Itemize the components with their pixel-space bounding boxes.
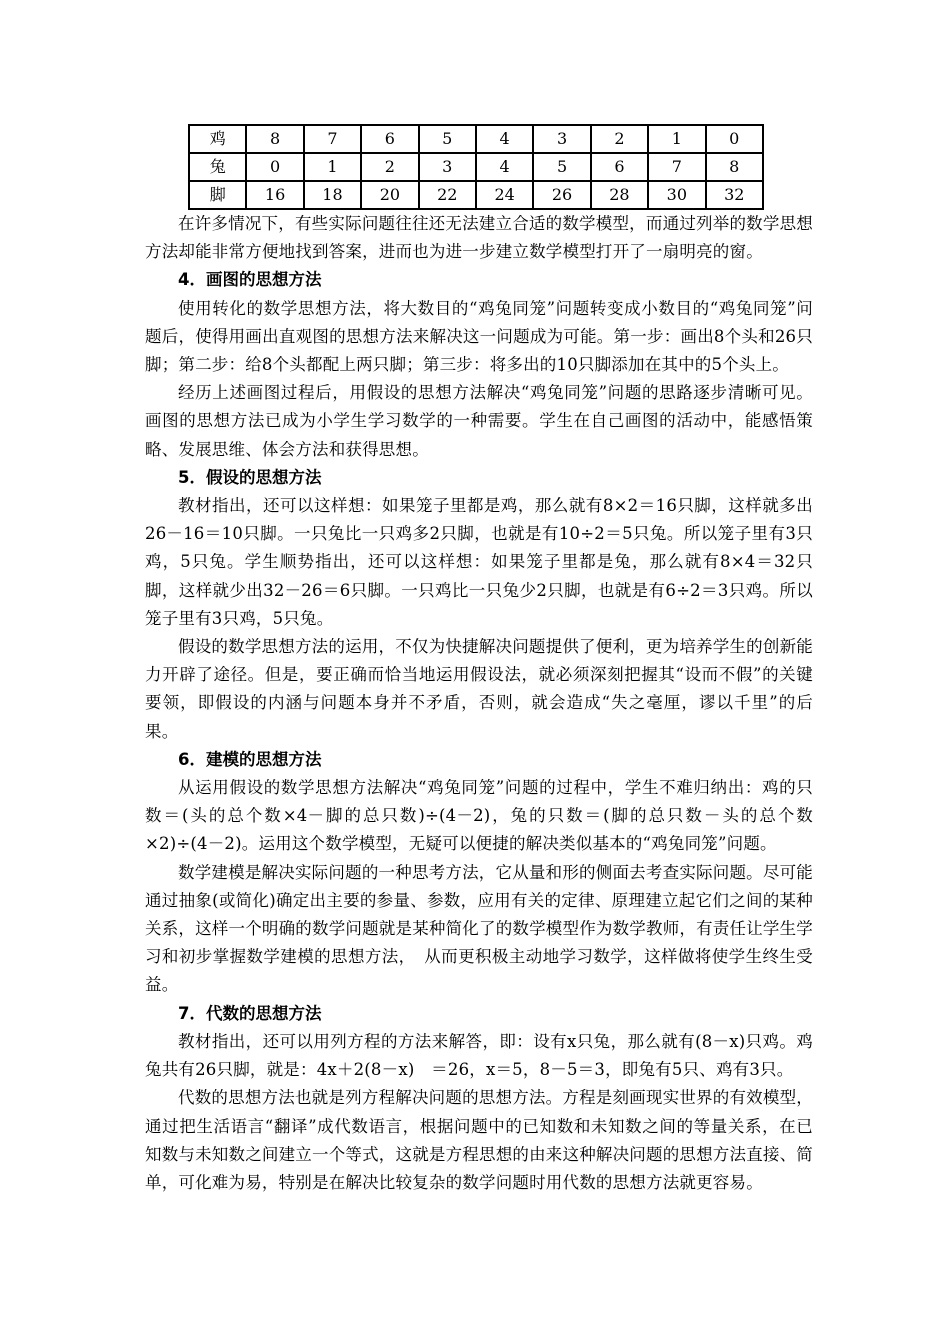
- table-cell: 26: [533, 181, 590, 209]
- table-cell: 20: [361, 181, 418, 209]
- table-row: [189, 181, 763, 209]
- row-label: 鸡: [189, 125, 246, 153]
- table-body: [189, 125, 763, 209]
- heading-algebra-method: 7．代数的思想方法: [178, 1003, 322, 1023]
- table-cell: 0: [246, 153, 303, 181]
- heading-assumption-method: 5．假设的思想方法: [178, 467, 322, 487]
- table-cell: 32: [706, 181, 763, 209]
- paragraph-modeling-formula: 从运用假设的数学思想方法解决“鸡兔同笼”问题的过程中，学生不难归纳出：鸡的只数＝(头的总个数×4－脚的总只数)÷(4－2)，兔的只数＝(脚的总只数－头的总个数×2)÷(4－2)。运用这个数学模型，无疑可以便捷的解决类似基本的“鸡兔同笼”问题。: [145, 778, 813, 854]
- table-cell: 4: [476, 125, 533, 153]
- chicken-rabbit-table: [188, 124, 764, 210]
- table-row: [189, 153, 763, 181]
- table-cell: 18: [304, 181, 361, 209]
- table-cell: 1: [304, 153, 361, 181]
- paragraph-algebra-equation: 教材指出，还可以用列方程的方法来解答，即：设有x只兔，那么就有(8－x)只鸡。鸡兔共有26只脚，就是：4x＋2(8－x) ＝26，x＝5，8－5＝3，即兔有5只、鸡有3只。: [145, 1031, 813, 1080]
- table-cell: 6: [591, 153, 648, 181]
- paragraph-enumeration-summary: 在许多情况下，有些实际问题往往还无法建立合适的数学模型，而通过列举的数学思想方法却能非常方便地找到答案，进而也为进一步建立数学模型打开了一扇明亮的窗。: [145, 214, 813, 262]
- table-cell: 3: [419, 153, 476, 181]
- table-cell: 0: [706, 125, 763, 153]
- table-cell: 5: [533, 153, 590, 181]
- table-cell: 1: [648, 125, 705, 153]
- table-cell: 8: [706, 153, 763, 181]
- table-cell: 16: [246, 181, 303, 209]
- heading-drawing-method: 4．画图的思想方法: [178, 270, 322, 290]
- paragraph-algebra-summary: 代数的思想方法也就是列方程解决问题的思想方法。方程是刻画现实世界的有效模型，通过把生活语言“翻译”成代数语言，根据问题中的已知数和未知数之间的等量关系，在已知数与未知数之间建立一个等式，这就是方程思想的由来这种解决问题的思想方法直接、简单，可化难为易，特别是在解决比较复杂的数学问题时用代数的思想方法就更容易。: [145, 1088, 813, 1192]
- table-cell: 22: [419, 181, 476, 209]
- table-cell: 2: [591, 125, 648, 153]
- row-label: 脚: [189, 181, 246, 209]
- paragraph-assumption-summary: 假设的数学思想方法的运用，不仅为快捷解决问题提供了便利，更为培养学生的创新能力开辟了途径。但是，要正确而恰当地运用假设法，就必须深刻把握其“设而不假”的关键要领，即假设的内涵与问题本身并不矛盾，否则，就会造成“失之毫厘，谬以千里”的后果。: [145, 637, 813, 741]
- table-row: [189, 125, 763, 153]
- table-cell: 30: [648, 181, 705, 209]
- table-cell: 28: [591, 181, 648, 209]
- table-cell: 7: [304, 125, 361, 153]
- table-cell: 4: [476, 153, 533, 181]
- paragraph-drawing-summary: 经历上述画图过程后，用假设的思想方法解决“鸡兔同笼”问题的思路逐步清晰可见。画图的思想方法已成为小学生学习数学的一种需要。学生在自己画图的活动中，能感悟策略、发展思维、体会方法和获得思想。: [145, 383, 813, 459]
- table-cell: 24: [476, 181, 533, 209]
- table-cell: 2: [361, 153, 418, 181]
- paragraph-modeling-summary: 数学建模是解决实际问题的一种思考方法，它从量和形的侧面去考查实际问题。尽可能通过抽象(或简化)确定出主要的参量、参数，应用有关的定律、原理建立起它们之间的某种关系，这样一个明确的数学问题就是某种简化了的数学模型作为数学教师，有责任让学生学习和初步掌握数学建模的思想方法， 从而更积极主动地学习数学，这样做将使学生终生受益。: [145, 862, 813, 995]
- paragraph-assumption-example: 教材指出，还可以这样想：如果笼子里都是鸡，那么就有8×2＝16只脚，这样就多出26－16＝10只脚。一只兔比一只鸡多2只脚，也就是有10÷2＝5只兔。所以笼子里有3只鸡，5只兔。学生顺势指出，还可以这样想：如果笼子里都是兔，那么就有8×4＝32只脚，这样就少出32－26＝6只脚。一只鸡比一只兔少2只脚，也就是有6÷2＝3只鸡。所以笼子里有3只鸡，5只兔。: [145, 496, 813, 628]
- table-cell: 6: [361, 125, 418, 153]
- paragraph-drawing-steps: 使用转化的数学思想方法，将大数目的“鸡兔同笼”问题转变成小数目的“鸡兔同笼”问题后，使得用画出直观图的思想方法来解决这一问题成为可能。第一步：画出8个头和26只脚；第二步：给8个头都配上两只脚；第三步：将多出的10只脚添加在其中的5个头上。: [145, 298, 813, 375]
- row-label: 兔: [189, 153, 246, 181]
- document-page: [145, 124, 813, 1197]
- table-cell: 3: [533, 125, 590, 153]
- heading-modeling-method: 6．建模的思想方法: [178, 749, 322, 769]
- table-cell: 5: [419, 125, 476, 153]
- table-cell: 8: [246, 125, 303, 153]
- table-cell: 7: [648, 153, 705, 181]
